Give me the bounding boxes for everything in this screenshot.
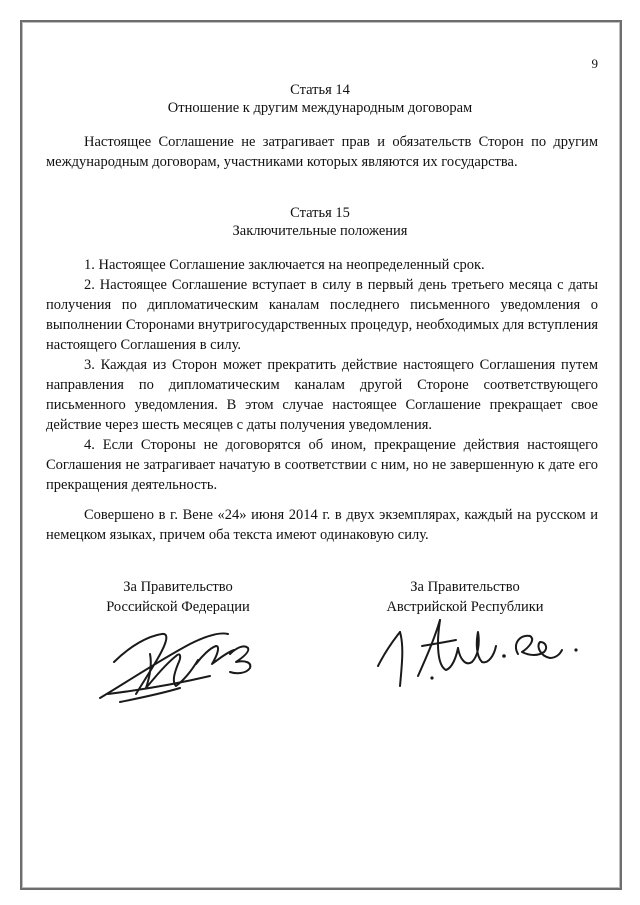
signatory-right-line2: Австрийской Республики (386, 599, 544, 615)
article-15-heading: Статья 15 (290, 205, 350, 221)
article-14-body (46, 132, 598, 172)
article-15-title: Заключительные положения (232, 223, 408, 239)
signatory-right-line1: За Правительство (410, 579, 520, 595)
closing-paragraph: Совершено в г. Вене «24» июня 2014 г. в двух экземплярах, каждый на русском и немецком языках, причем оба текста имеют одинаковую силу. (46, 507, 598, 543)
signatory-left-line2: Российской Федерации (106, 599, 250, 615)
article-14-title: Отношение к другим международным договорам (167, 100, 473, 116)
article-15-body (46, 255, 598, 495)
article-15-paragraph-3: 3. Каждая из Сторон может прекратить действие настоящего Соглашения путем направления по дипломатическим каналам другой Стороне соответствующего письменного уведомления. В этом случае настоящее Соглашение прекращает свое действие через шесть месяцев с даты получения уведомления. (46, 357, 598, 433)
signature-left-image (90, 618, 280, 708)
article-15-paragraph-4: 4. Если Стороны не договорятся об ином, прекращение действия настоящего Соглашения не затрагивает начатую в соответствии с ним, но не завершенную к дате его прекращения деятельность. (46, 437, 598, 493)
signatory-left (78, 577, 278, 617)
page-number: 9 (591, 56, 598, 71)
article-14-paragraph: Настоящее Соглашение не затрагивает прав и обязательств Сторон по другим международным договорам, участниками которых являются их государства. (46, 134, 598, 170)
signature-right-image (370, 606, 590, 696)
article-15-paragraph-2: 2. Настоящее Соглашение вступает в силу в первый день третьего месяца с даты получения по дипломатическим каналам последнего письменного уведомления о выполнении Сторонами внутригосударственных процедур, необходимых для вступления настоящего Соглашения в силу. (46, 277, 598, 353)
signatory-left-line1: За Правительство (123, 579, 233, 595)
article-15-paragraph-1: 1. Настоящее Соглашение заключается на неопределенный срок. (84, 257, 485, 273)
article-14-heading: Статья 14 (290, 82, 350, 98)
closing-text (46, 505, 598, 545)
